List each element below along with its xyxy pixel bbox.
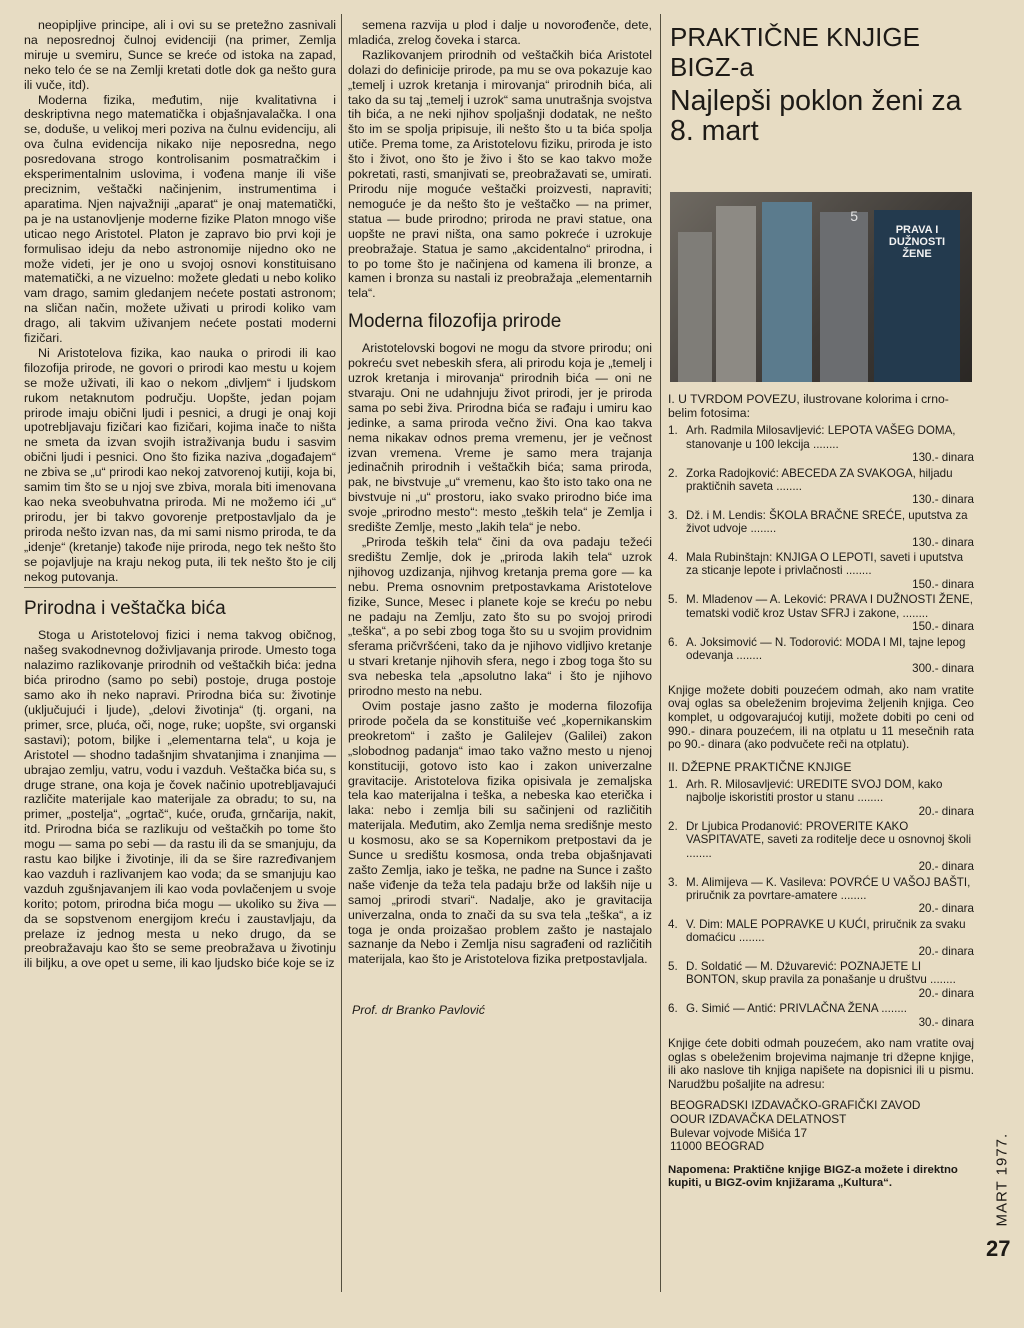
list-item [668, 593, 974, 633]
item-text: Arh. Radmila Milosavljević: LEPOTA VAŠEG DOMA, stanovanje u 100 lekcija ........ [686, 424, 956, 451]
list-item [668, 509, 974, 549]
list-item [668, 1002, 974, 1029]
subheading: Prirodna i veštačka bića [24, 598, 226, 620]
paragraph: Aristotelovski bogovi ne mogu da stvore prirodu; oni pokreću svet nebeskih sfera, ali prirodu koja je „temelj i uzrok kretanja i mirovanja“ prirodnih bića — oni ne stvaraju. Oni ne udahnjuju život prirodi, jer je priroda sama po sebi živa. Prirodna bića se rađaju i umiru kao jedinke, a sama priroda večno živi. Ona kao takva nema nikakav odnos prema vremenu, jer je večnost izvan vremena. Vreme je samo mera trajanja jedinačnih prirodnih i veštačkih bića; sama priroda, pak, ne bivstvuje „u“ vremenu, kao što isto tako ona ne bivstvuje ni „u“ prostoru, iako svako prirodno biće ima svoje „prirodno mesto“: mesto „teških tela“ je Zemlja i središte Zemlje, mesto „lakih tela“ je nebo. [348, 341, 652, 535]
book-spine [716, 206, 756, 382]
paragraph: neopipljive principe, ali i ovi su se pretežno zasnivali na neposrednoj čulnoj evidenciji (na primer, Zemlja miruje u svemiru, Sunce se kreće od istoka na zapad, neko telo će se na Zemlji kretati dotle dok ga nešto gura ili vuče, itd). [24, 18, 336, 92]
item-text: Dž. i M. Lendis: ŠKOLA BRAČNE SREĆE, uputstva za život udvoje ........ [686, 508, 968, 536]
item-price: 20.- dinara [918, 944, 974, 958]
article-column-1 [24, 18, 336, 971]
item-number: 6. [668, 635, 678, 649]
paragraph: Razlikovanjem prirodnih od veštačkih bića Aristotel dolazi do definicije prirode, pa mu se ova pokazuje kao „temelj i uzrok kretanja i mirovanja“ prirodnih bića, ali tako da su taj „temelj i uzrok“ sama unutrašnja svojstva tih bića, a ne neki njihov spoljašnji dodatak, ne nešto što im se spolja pripisuje, ili nešto što u ta bića spolja utiče. Prema tome, za Aristotelovu fiziku, priroda je isto što i život, ono što je živo i što se kao takvo može pokretati, rasti, smanjivati se, preobražavati se, umirati. Prirodu nije moguće veštački proizvesti, napraviti; nemoguće je da nešto što je veštačko — na primer, statua — bude prirodno; priroda ne pravi statue, ona uopšte ne pravi ništa, ona samo pokreće i uzrokuje preobražaje. Statua je samo „akcidentalno“ prirodna, i to po tome što je načinjena od kamena ili bronze, a kamen i bronza su nastali iz preobražaja „elementarnih tela“. [348, 47, 652, 301]
item-number: 1. [668, 777, 678, 791]
divider [24, 587, 336, 588]
item-price: 130.- dinara [912, 493, 974, 507]
item-text: M. Alimijeva — K. Vasileva: POVRĆE U VAŠOJ BAŠTI, priručnik za povrtare-amatere ........ [686, 875, 971, 902]
item-price: 130.- dinara [912, 451, 974, 465]
item-number: 3. [668, 508, 678, 522]
item-price: 300.- dinara [912, 662, 974, 676]
subheading: Moderna filozofija prirode [348, 311, 562, 333]
publisher-address [670, 1099, 974, 1153]
spine-number: 5 [850, 208, 858, 224]
list-item [668, 636, 974, 676]
section-heading: I. U TVRDOM POVEZU, ilustrovane kolorima i crno-belim fotosima: [668, 392, 949, 421]
item-price: 20.- dinara [918, 986, 974, 1000]
address-line: OOUR IZDAVAČKA DELATNOST [670, 1111, 847, 1126]
books-photo [670, 192, 972, 382]
item-text: V. Dim: MALE POPRAVKE U KUĆI, priručnik za svaku domaćicu ........ [686, 917, 966, 945]
list-item [668, 778, 974, 818]
item-number: 2. [668, 819, 678, 833]
author-signature: Prof. dr Branko Pavlović [352, 1003, 485, 1018]
list-item [668, 424, 974, 464]
paragraph: Moderna fizika, međutim, nije kvalitativna i deskriptivna nego matematička i objašnjavalačka. I ona se, doduše, u velikoj meri poziva na čulnu evidenciju, ali ova čulna evidencija nikako nije neposredna, nego posredovana strogo kontrolisanim posmatračkim i eksperimentalnim uslovima, i vođena manje ili više preciznim, veštački načinjenim, instrumentima i aparatima. Njen najvažniji „aparat“ je onaj matematički, pa je na ustanovljenje moderne fizike Platon mnogo više uticao nego Aristotel. Platon je zapravo bio prvi koji je formulisao ideju da nebo astronomije nijedno oko ne može videti, jer je ono u svojoj osnovi konstituisano matematički, a ne vizuelno: možete gledati u nebo koliko vam drago, samim gledanjem nećete postati astronom; na sličan način, možete uživati u prirodi koliko vam drago, ali takvim uživanjem nećete postati moderni fizičari. [24, 92, 336, 346]
page-margin [986, 1098, 1018, 1261]
item-text: Mala Rubinštajn: KNJIGA O LEPOTI, saveti i uputstva za sticanje lepote i privlačnosti ........ [686, 551, 964, 578]
book-spine [762, 202, 812, 382]
item-text: A. Joksimović — N. Todorović: MODA I MI, tajne lepog odevanja ........ [686, 635, 966, 662]
address-line: BEOGRADSKI IZDAVAČKO-GRAFIČKI ZAVOD [670, 1098, 921, 1113]
list-item [668, 960, 974, 1000]
list-item [668, 551, 974, 591]
issue-date: MART 1977. [993, 1132, 1011, 1227]
column-divider [341, 14, 342, 1292]
item-text: Arh. R. Milosavljević: UREDITE SVOJ DOM, kako najbolje iskoristiti prostor u stanu ........ [686, 777, 943, 805]
item-number: 4. [668, 917, 678, 931]
list-item [668, 820, 974, 874]
paragraph: Stoga u Aristotelovoj fizici i nema takvog običnog, našeg svakodnevnog doživljavanja prirode. Umesto toga nalazimo razlikovanje prirodnih od veštačkih bića: jedna bića prirodno (samo po sebi) postoje, druga postoje samo ako ih neko napravi. Prirodna bića su: životinje (uključujući i ljude), „delovi životinja“ (tj. organi, na primer, srce, pluća, oči, noge, ruke; uopšte, svi organski sastavi); potom, biljke i „elementarna tela“, u koja je Aristotel — shodno tadašnjim shvatanjima i znanjima — ubrajao zemlju, vatru, vodu i vazduh. Veštačka bića su, s druge strane, ona koja je čovek načinio upotrebljavajući različite materijale kao materijale za obradu; to su, na primer, „postelja“, „ogrtač“, kuće, oruđa, grnčarija, nakit, itd. Prirodna bića se razlikuju od veštačkih po tome što mogu — sama po sebi — da rastu ili da se smanjuju, da rastu kao biljke i životinje, ili da se šire razređivanjem kao vazduh i razlivanjem kao voda; da se smanjuju kao vazduh zgušnjavanjem ili kao voda povlačenjem u svoje korito; potom, prirodna bića mogu — ukoliko su živa — da se sopstvenom energijom kreću i zaustavljaju, da prelaze iz jednog mesta u neko drugo, da se preobražavaju kao što se seme preobražava u životinju ili biljku, a ove opet u seme, ili kao ljudsko biće koje se iz [24, 628, 336, 971]
item-number: 5. [668, 959, 678, 973]
book-spine [820, 212, 868, 382]
item-number: 3. [668, 875, 678, 889]
item-price: 20.- dinara [918, 804, 974, 818]
item-text: D. Soldatić — M. Džuvarević: POZNAJETE LI BONTON, skup pravila za ponašanje u društvu ........ [686, 959, 956, 987]
item-price: 150.- dinara [912, 620, 974, 634]
advertisement [668, 18, 974, 1190]
item-number: 1. [668, 424, 678, 438]
page-number: 27 [986, 1236, 1011, 1261]
item-number: 2. [668, 466, 678, 480]
ad-title: PRAKTIČNE KNJIGE BIGZ-a [670, 22, 920, 82]
note: Napomena: Praktične knjige BIGZ-a možete i direktno kupiti, u BIGZ-ovim knjižarama „Kultura“. [668, 1163, 958, 1189]
book-list-hardcover [668, 424, 974, 675]
item-price: 150.- dinara [912, 577, 974, 591]
item-price: 30.- dinara [918, 1015, 974, 1029]
section-heading: II. DŽEPNE PRAKTIČNE KNJIGE [668, 759, 852, 774]
item-number: 6. [668, 1002, 678, 1016]
item-text: Dr Ljubica Prodanović: PROVERITE KAKO VASPITAVATE, saveti za roditelje dece u osnovnoj školi ........ [686, 819, 972, 860]
paragraph: semena razvija u plod i dalje u novorođenče, dete, mladića, zrelog čoveka i starca. [348, 18, 652, 47]
address-line: 11000 BEOGRAD [670, 1139, 765, 1154]
list-item [668, 467, 974, 507]
address-line: Bulevar vojvode Mišića 17 [670, 1125, 808, 1140]
list-item [668, 876, 974, 916]
item-text: M. Mladenov — A. Leković: PRAVA I DUŽNOSTI ŽENE, tematski vodič kroz Ustav SFRJ i zakone, ........ [686, 593, 973, 620]
book-list-pocket [668, 778, 974, 1029]
ad-tagline: Najlepši poklon ženi za 8. mart [670, 85, 962, 147]
book-cover: PRAVA I DUŽNOSTI ŽENE [874, 210, 960, 382]
book-spine [678, 232, 712, 382]
item-price: 20.- dinara [918, 902, 974, 916]
paragraph: „Priroda teških tela“ čini da ova padaju težeći središtu Zemlje, dok je „priroda lakih tela“ uzrok njihovog uzdizanja, njihvog kretanja prema gore — ka nebu. Prema osnovnim pretpostavkama Aristotelove fizike, Sunce, Mesec i planete koje se kreću po nebu ne padaju na Zemlju, zato što su po svojoj prirodi „teška“, a po sebi zbog toga što su u svojim providnim sferama pričvršćeni, tako da je njihovo vidljivo kretanje u stvari kretanje njihovih sfera, nego i zbog toga što su sva nebeska tela „apsolutno laka“ i što je njihovo prirodno mesto na nebu. [348, 535, 652, 699]
item-text: G. Simić — Antić: PRIVLAČNA ŽENA ........ [686, 1002, 907, 1016]
item-price: 20.- dinara [918, 860, 974, 874]
article-column-2 [348, 18, 652, 1018]
column-divider [660, 14, 661, 1292]
item-text: Zorka Radojković: ABECEDA ZA SVAKOGA, hiljadu praktičnih saveta ........ [686, 466, 953, 494]
list-item [668, 918, 974, 958]
paragraph: Ni Aristotelova fizika, kao nauka o prirodi ili kao filozofija prirode, ne govori o prirodi kao mestu u kojem se može uživati, ili kao o nekom „divljem“ i ljudskom rukom netaknutom području. Uopšte, jedan pojam prirode imaju obični ljudi i pesnici, a drugi je onaj koji upotrebljavaju fizičari kao fizičari, kojima inače to ništa ne smeta da izvan svojih istraživanja budu i sasvim obični ljudi i pesnici. Ono što fizika naziva „događajem“ ne zbiva se „u“ prirodi kao nekoj zatvorenoj kutiji, koja bi, samim tim što se u njoj sve zbiva, morala biti imenovana kao neka sveobuhvatna priroda. Mi ne možemo ići „u“ prirodu, jer bi takvo govorenje pretpostavljalo da je priroda nešto izvan nas, da mi sami nismo priroda, te da „idenje“ (kretanje) takođe nije priroda, nego tek nešto što se pojavljuje na kraju nekog puta, ili tek nešto što je cilj nekog putovanja. [24, 345, 336, 584]
item-price: 130.- dinara [912, 535, 974, 549]
order-info: Knjige možete dobiti pouzećem odmah, ako nam vratite ovaj oglas sa obeleženim brojevima željenih knjiga. Ceo komplet, u odgovarajućoj kutiji, možete dobiti po ceni od 990.- dinara pouzećem, ili na otplatu u 11 mesečnih rata po 90.- dinara (ako podvučete reči na otplatu). [668, 682, 974, 752]
item-number: 5. [668, 593, 678, 607]
paragraph: Ovim postaje jasno zašto je moderna filozofija prirode počela da se konstituiše već „kopernikanskim preokretom“ i zašto je Galilejev (Galilei) zakon „slobodnog padanja“ imao tako važno mesto u njenoj konstituciji, gotovo isto kao i zakon univerzalne gravitacije. Aristotelova fizika opisivala je zemaljska tela kao materijalna i teška, a nebeska kao eterička i laka: nebo i zemlja bili su sačinjeni od različitih materijala. Međutim, ako Zemlja nema središnje mesto u kosmosu, ako se sa Kopernikom pretpostavi da je Sunce u središtu kosmosa, onda treba objašnjavati zašto Zemlja, iako je teška, ne padne na Sunce i zašto naše viđenje da teža tela padaju brže od lakših nije u samoj „prirodi stvari“. Nadalje, ako je gravitacija univerzalna, onda to znači da su sva tela „teška“, a iz toga je onda proizašao problem zašto je nastajalo saznanje da Nebo i Zemlja nisu sagrađeni od različitih materijala, kao što je Aristotelova fizika pretpostavljala. [348, 698, 652, 967]
order-info: Knjige ćete dobiti odmah pouzećem, ako nam vratite ovaj oglas s obeleženim brojevima najmanje tri džepne knjige, ili ako naslove tih knjiga napišete na dopisnici ili u pismu. Narudžbu pošaljite na adresu: [668, 1036, 974, 1091]
item-number: 4. [668, 551, 678, 565]
